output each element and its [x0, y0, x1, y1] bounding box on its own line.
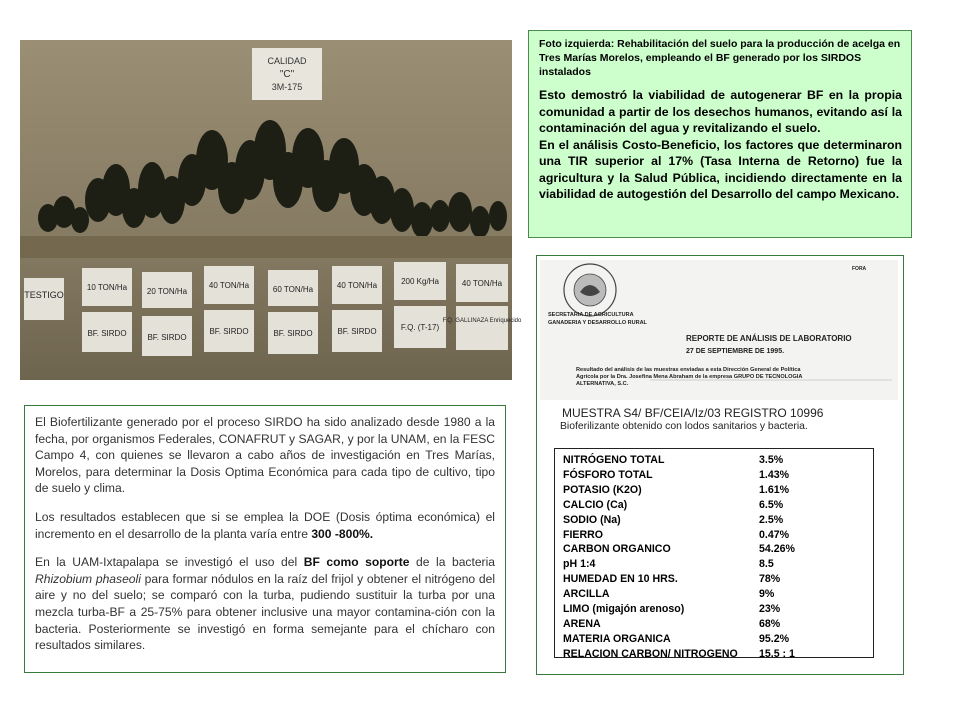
photo-label-4-top: 60 TON/Ha [272, 285, 314, 294]
sample-registry: MUESTRA S4/ BF/CEIA/Iz/03 REGISTRO 10996 [562, 406, 824, 420]
analysis-value: 1.43% [759, 468, 790, 481]
left-paragraph-1: El Biofertilizante generado por el proceso SIRDO ha sido analizado desde 1980 a la fecha, por organismos Federales, CONAFRUT y SAGAR, y por la UNAM, en la FESC Campo 4, con quienes se llevaron a cabo años de investigación en Tres Marías, Morelos, para determinar la Dosis Optima Económica para cada tipo de cultivo, tipo de suelo y clima. [35, 415, 495, 496]
analysis-parameter: NITRÓGENO TOTAL [563, 454, 665, 466]
analysis-row [563, 498, 865, 513]
scan-resultado-2: Agrícola por la Dra. Josefina Mena Abraham de la empresa GRUPO DE TECNOLOGIA [576, 374, 803, 380]
chard-rehabilitation-photo [20, 40, 522, 380]
biofertilizer-text-box [24, 405, 506, 673]
analysis-row [563, 617, 865, 632]
photo-caption: Foto izquierda: Rehabilitación del suelo para la producción de acelga en Tres Marías Morelos, empleando el BF generado por los SIRDOS instalados [539, 38, 901, 78]
analysis-row [563, 468, 865, 483]
photo-label-3-top: 40 TON/Ha [208, 281, 250, 290]
photo-label-0-top: TESTIGO [24, 290, 64, 300]
analysis-rows [563, 453, 865, 662]
photo-label-4-bottom: BF. SIRDO [273, 329, 313, 338]
photo-label-3-bottom: BF. SIRDO [209, 327, 249, 336]
scan-forma: FORA [852, 266, 867, 272]
analysis-row [563, 528, 865, 543]
left-p3-bold: BF como soporte [303, 555, 410, 570]
analysis-parameter: MATERIA ORGANICA [563, 632, 671, 645]
left-p3-italic: Rhizobium phaseoli [35, 571, 141, 586]
scan-resultado-3: ALTERNATIVA, S.C. [576, 381, 629, 387]
analysis-parameter: RELACION CARBON/ NITROGENO [563, 647, 738, 660]
photo-label-6-top: 200 Kg/Ha [401, 277, 439, 286]
analysis-parameter: POTASIO (K2O) [563, 483, 642, 496]
analysis-row [563, 542, 865, 557]
analysis-value: 15.5 : 1 [759, 647, 795, 660]
scan-secretaria: SECRETARIA DE AGRICULTURA [548, 312, 634, 318]
analysis-row [563, 513, 865, 528]
photo-label-5-bottom: BF. SIRDO [337, 327, 377, 336]
sign-line-3: 3M-175 [271, 82, 303, 92]
analysis-value: 1.61% [759, 483, 790, 496]
left-paragraph-3 [35, 554, 495, 654]
photo-label-1-top: 10 TON/Ha [86, 283, 128, 292]
analysis-row [563, 647, 865, 662]
photo-label-7-top: 40 TON/Ha [461, 279, 503, 288]
photo-caption-box [528, 30, 912, 238]
left-p3-c: para formar nódulos en la raíz del frijol y obtener el nitrógeno del aire y no del suelo; se comparó con la turba, pudiendo sustituir la turba por una mezcla turba-BF a 25-75% para obtener inclusive una mayor contamina-ción con la bacteria. Posteriormente se investigó en forma semejante para el chícharo con resultados similares. [35, 571, 496, 653]
analysis-parameter: pH 1:4 [563, 558, 596, 571]
analysis-row [563, 483, 865, 498]
analysis-parameter: FIERRO [563, 528, 604, 541]
sign-line-2: "C" [279, 69, 295, 80]
scan-reporte: REPORTE DE ANÁLISIS DE LABORATORIO [686, 334, 852, 343]
photo-illustration [20, 40, 522, 380]
analysis-parameter: SODIO (Na) [563, 513, 621, 526]
sample-description: Bioferilizante obtenido con lodos sanitarios y bacteria. [560, 421, 808, 432]
photo-label-7-bottom [443, 318, 522, 324]
scan-resultado-1: Resultado del análisis de las muestras enviadas a esta Dirección General de Política [576, 367, 801, 373]
analysis-parameter: ARENA [563, 617, 601, 630]
sign-line-1: CALIDAD [267, 56, 307, 66]
analysis-value: 0.47% [759, 528, 790, 541]
analysis-row [563, 602, 865, 617]
analysis-value: 23% [759, 603, 781, 616]
analysis-parameter: FÓSFORO TOTAL [563, 468, 653, 481]
analysis-value: 6.5% [759, 498, 784, 511]
scan-fecha: 27 DE SEPTIEMBRE DE 1995. [686, 348, 785, 355]
analysis-row [563, 632, 865, 647]
photo-label-6-bottom: F.Q. (T-17) [400, 323, 440, 332]
photo-label-7-bottom-text: F.Q. GALLINAZA Enriquecido [442, 318, 522, 324]
caption-paragraph-1: Esto demostró la viabilidad de autogenerar BF en la propia comunidad a partir de los desechos humanos, evitando así la contaminación del agua y revitalizando el suelo. [539, 88, 902, 135]
analysis-row [563, 587, 865, 602]
analysis-parameter: CALCIO (Ca) [563, 498, 628, 511]
analysis-row [563, 572, 865, 587]
analysis-value: 2.5% [759, 513, 784, 526]
lab-report-scan [540, 260, 898, 400]
analysis-parameter: ARCILLA [563, 588, 610, 601]
left-p2-bold: 300 -800%. [311, 526, 374, 541]
left-p3-a: En la UAM-Ixtapalapa se investigó el uso del [35, 555, 304, 570]
left-p3-b: de la bacteria [409, 555, 495, 570]
photo-label-2-bottom: BF. SIRDO [147, 333, 187, 342]
analysis-value: 3.5% [759, 454, 784, 466]
photo-label-2-top: 20 TON/Ha [146, 287, 188, 296]
analysis-parameter: LIMO (migajón arenoso) [563, 603, 685, 616]
left-p2-text: Los resultados establecen que si se emplea la DOE (Dosis óptima económica) el incremento en el desarrollo de la planta varía entre [35, 509, 495, 541]
analysis-value: 95.2% [759, 632, 790, 645]
photo-label-1-bottom: BF. SIRDO [87, 329, 127, 338]
scan-ganaderia: GANADERIA Y DESARROLLO RURAL [548, 320, 647, 326]
analysis-row [563, 557, 865, 572]
photo-label-5-top: 40 TON/Ha [336, 281, 378, 290]
analysis-parameter: HUMEDAD EN 10 HRS. [563, 573, 678, 586]
analysis-value: 8.5 [759, 558, 774, 571]
analysis-value: 54.26% [759, 543, 795, 556]
analysis-value: 9% [759, 588, 775, 601]
analysis-parameter: CARBON ORGANICO [563, 543, 671, 556]
analysis-table [554, 448, 874, 658]
caption-paragraph-2: En el análisis Costo-Beneficio, los factores que determinaron una TIR superior al 17% (Tasa Interna de Retorno) fue la agricultura y la Salud Pública, incidiendo directamente en la viabilidad de autogestión del Desarrollo del campo Mexicano. [539, 137, 902, 201]
analysis-value: 68% [759, 617, 781, 630]
analysis-value: 78% [759, 573, 781, 586]
analysis-row [563, 453, 865, 468]
left-paragraph-2 [35, 509, 495, 542]
